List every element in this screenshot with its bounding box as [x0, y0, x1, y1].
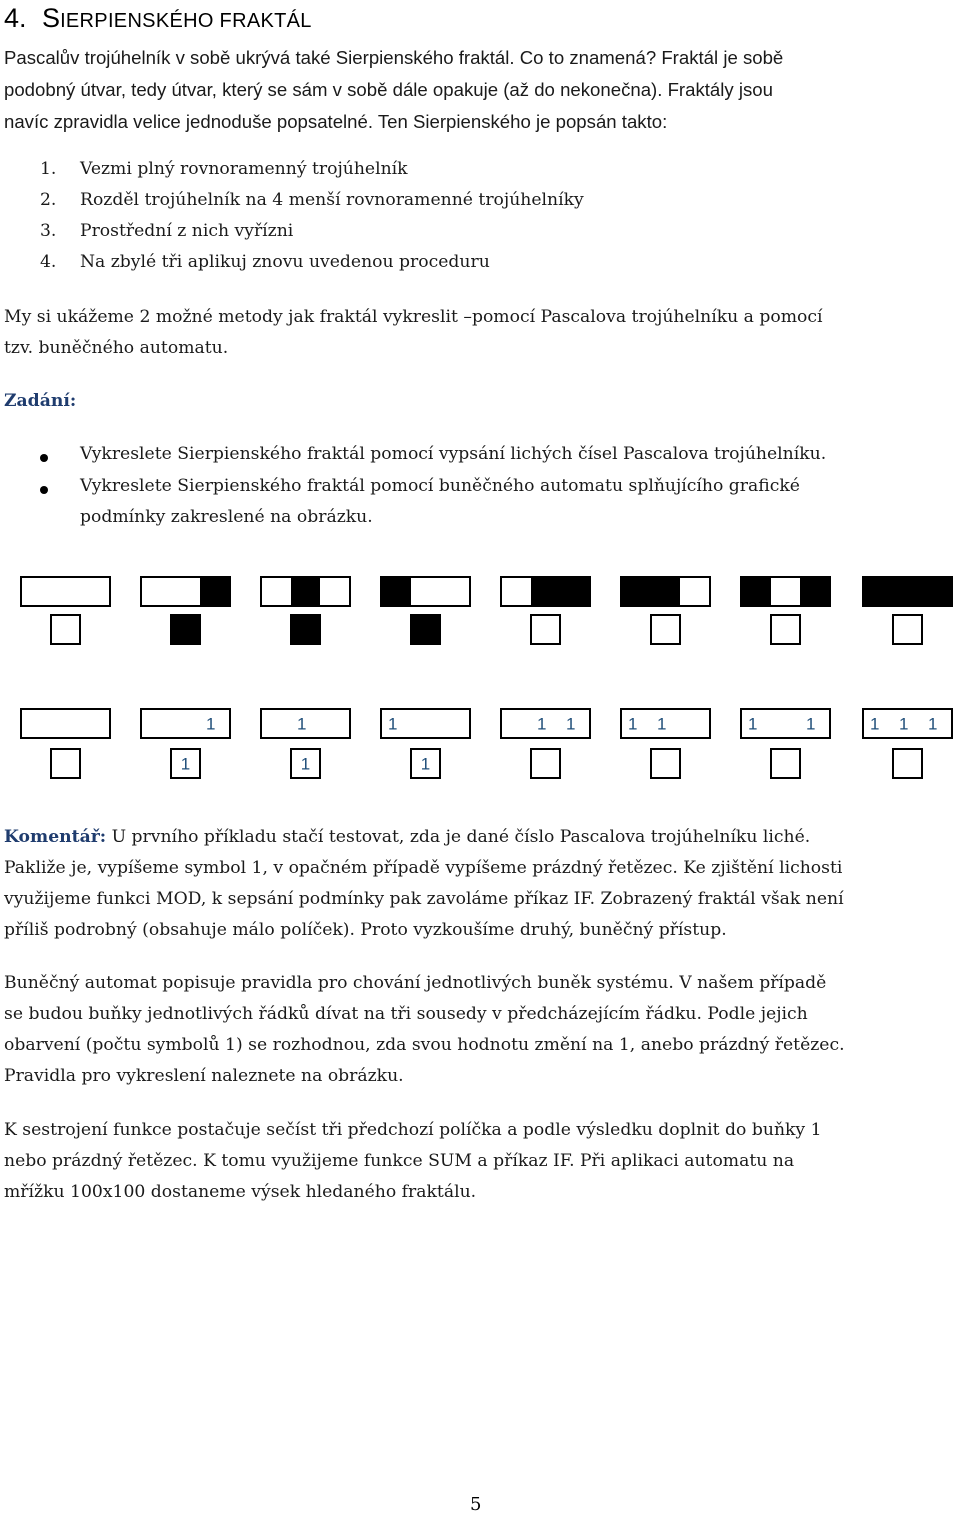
- step-number: 3.: [40, 221, 57, 241]
- step-text: Vezmi plný rovnoramenný trojúhelník: [80, 159, 408, 179]
- rule-cell: [502, 578, 531, 605]
- comment-label: Komentář:: [4, 827, 107, 847]
- cell-symbol: 1: [928, 714, 938, 733]
- page-number: 5: [470, 1494, 482, 1515]
- rule-neighborhood: [862, 576, 953, 607]
- rule-result-cell: [650, 614, 681, 645]
- rule-cell: [382, 578, 411, 605]
- rule-cell: [51, 578, 80, 605]
- rule-result-cell: [50, 748, 81, 779]
- rule-cell: [142, 578, 171, 605]
- step-number: 4.: [40, 252, 57, 272]
- methods-line: My si ukážeme 2 možné metody jak fraktál vykreslit –pomocí Pascalova trojúhelníku a pomocí: [4, 307, 823, 327]
- intro-line: Pascalův trojúhelník v sobě ukrývá také Sierpienského fraktál. Co to znamená? Fraktál je sobě: [4, 47, 784, 68]
- rule-result-cell: [650, 748, 681, 779]
- rule-result-cell: [50, 614, 81, 645]
- rule-cell: [262, 710, 291, 737]
- rule-cell: [80, 578, 109, 605]
- rule-cell: [22, 578, 51, 605]
- rule-cell: [771, 578, 800, 605]
- rule-cell: [742, 578, 771, 605]
- rule-neighborhood: [20, 708, 111, 739]
- rule-result-cell: [410, 614, 441, 645]
- rule-cell: [800, 710, 829, 737]
- rule-cell: [382, 710, 411, 737]
- rule-cell: [680, 578, 709, 605]
- rule-neighborhood: [620, 708, 711, 739]
- sum-line: nebo prázdný řetězec. K tomu využijeme funkce SUM a příkaz IF. Při aplikaci automatu na: [4, 1151, 795, 1171]
- rule-cell: [622, 578, 651, 605]
- bullet-icon: [40, 454, 48, 462]
- comment-line-first: [4, 827, 810, 847]
- cell-symbol: 1: [206, 714, 216, 733]
- rule-neighborhood: [380, 576, 471, 607]
- zadani-label: Zadání:: [4, 391, 77, 411]
- rule-cell: [742, 710, 771, 737]
- rule-cell: [560, 578, 589, 605]
- bullet-icon: [40, 486, 48, 494]
- cell-symbol: 1: [420, 754, 431, 773]
- rule-cell: [502, 710, 531, 737]
- rule-result-cell: [892, 748, 923, 779]
- rule-cell: [651, 710, 680, 737]
- comment-text: U prvního příkladu stačí testovat, zda je dané číslo Pascalova trojúhelníku liché.: [106, 827, 811, 847]
- rule-cell: [622, 710, 651, 737]
- rule-neighborhood: [260, 576, 351, 607]
- rule-neighborhood: [20, 576, 111, 607]
- intro-line: podobný útvar, tedy útvar, který se sám v sobě dále opakuje (až do nekonečna). Fraktály jsou: [4, 79, 773, 100]
- heading-number: 4.: [4, 3, 27, 33]
- rule-result-cell: [530, 614, 561, 645]
- cell-symbol: 1: [388, 714, 398, 733]
- rule-neighborhood: [862, 708, 953, 739]
- rule-cell: [291, 710, 320, 737]
- sum-line: mřížku 100x100 dostaneme výsek hledaného fraktálu.: [4, 1182, 477, 1202]
- rule-neighborhood: [740, 576, 831, 607]
- comment-line: příliš podrobný (obsahuje málo políček). Proto vyzkoušíme druhý, buněčný přístup.: [4, 920, 727, 940]
- cell-symbol: 1: [870, 714, 880, 733]
- rule-neighborhood: [260, 708, 351, 739]
- rule-result-cell: [530, 748, 561, 779]
- rule-result-cell: [290, 748, 321, 779]
- rule-neighborhood: [140, 708, 231, 739]
- rule-cell: [200, 710, 229, 737]
- rule-cell: [922, 578, 951, 605]
- comment-line: Pakliže je, vypíšeme symbol 1, v opačném případě vypíšeme prázdný řetězec. Ke zjištění lichosti: [4, 858, 843, 878]
- comment-line: využijeme funkci MOD, k sepsání podmínky pak zavoláme příkaz IF. Zobrazený fraktál však není: [4, 889, 844, 909]
- step-number: 2.: [40, 190, 57, 210]
- cell-symbol: 1: [657, 714, 667, 733]
- cell-symbol: 1: [628, 714, 638, 733]
- task-line: Vykreslete Sierpienského fraktál pomocí vypsání lichých čísel Pascalova trojúhelníku.: [80, 444, 827, 464]
- rule-cell: [864, 710, 893, 737]
- rule-result-cell: [770, 614, 801, 645]
- rule-cell: [291, 578, 320, 605]
- methods-line: tzv. buněčného automatu.: [4, 338, 229, 358]
- rule-cell: [531, 710, 560, 737]
- rule-cell: [171, 578, 200, 605]
- rule-neighborhood: [380, 708, 471, 739]
- rule-cell: [800, 578, 829, 605]
- cell-symbol: 1: [300, 754, 311, 773]
- rule-cell: [560, 710, 589, 737]
- cell-symbol: 1: [748, 714, 758, 733]
- rule-neighborhood: [740, 708, 831, 739]
- rule-neighborhood: [620, 576, 711, 607]
- cell-symbol: 1: [806, 714, 816, 733]
- rule-cell: [142, 710, 171, 737]
- rule-cell: [320, 578, 349, 605]
- rule-cell: [893, 578, 922, 605]
- rule-cell: [893, 710, 922, 737]
- rule-result-cell: [170, 748, 201, 779]
- automat-line: obarvení (počtu symbolů 1) se rozhodnou, zda svou hodnotu změní na 1, anebo prázdný řetězec.: [4, 1035, 845, 1055]
- rule-cell: [80, 710, 109, 737]
- rule-result-cell: [290, 614, 321, 645]
- intro-line: navíc zpravidla velice jednoduše popsatelné. Ten Sierpienského je popsán takto:: [4, 111, 668, 132]
- rule-result-cell: [892, 614, 923, 645]
- step-text: Prostřední z nich vyřízni: [80, 221, 294, 241]
- rule-cell: [171, 710, 200, 737]
- rule-result-cell: [170, 614, 201, 645]
- sum-line: K sestrojení funkce postačuje sečíst tři předchozí políčka a podle výsledku doplnit do buňky 1: [4, 1120, 822, 1140]
- step-text: Na zbylé tři aplikuj znovu uvedenou proceduru: [80, 252, 490, 272]
- rule-cell: [440, 710, 469, 737]
- rule-result-cell: [770, 748, 801, 779]
- step-text: Rozděl trojúhelník na 4 menší rovnoramenné trojúhelníky: [80, 190, 584, 210]
- automat-line: Buněčný automat popisuje pravidla pro chování jednotlivých buněk systému. V našem případě: [4, 973, 827, 993]
- rule-cell: [651, 578, 680, 605]
- rule-cell: [531, 578, 560, 605]
- rule-cell: [771, 710, 800, 737]
- rule-cell: [680, 710, 709, 737]
- task-line: podmínky zakreslené na obrázku.: [80, 507, 373, 527]
- cell-symbol: 1: [537, 714, 547, 733]
- step-number: 1.: [40, 159, 57, 179]
- heading-initial: S: [42, 3, 61, 33]
- cell-symbol: 1: [566, 714, 576, 733]
- rule-cell: [440, 578, 469, 605]
- automat-line: se budou buňky jednotlivých řádků dívat na tři sousedy v předcházejícím řádku. Podle jejich: [4, 1004, 808, 1024]
- cell-symbol: 1: [899, 714, 909, 733]
- rule-cell: [320, 710, 349, 737]
- rule-result-cell: [410, 748, 441, 779]
- rule-cell: [262, 578, 291, 605]
- rule-cell: [411, 710, 440, 737]
- cell-symbol: 1: [297, 714, 307, 733]
- rule-neighborhood: [140, 576, 231, 607]
- section-heading: [4, 0, 312, 36]
- rule-neighborhood: [500, 576, 591, 607]
- automat-line: Pravidla pro vykreslení naleznete na obrázku.: [4, 1066, 404, 1086]
- rule-neighborhood: [500, 708, 591, 739]
- rule-cell: [51, 710, 80, 737]
- task-line: Vykreslete Sierpienského fraktál pomocí buněčného automatu splňujícího grafické: [80, 476, 800, 496]
- rule-cell: [22, 710, 51, 737]
- cell-symbol: 1: [180, 754, 191, 773]
- rule-cell: [922, 710, 951, 737]
- rule-cell: [411, 578, 440, 605]
- rule-cell: [200, 578, 229, 605]
- heading-rest: IERPIENSKÉHO FRAKTÁL: [60, 10, 312, 32]
- rule-cell: [864, 578, 893, 605]
